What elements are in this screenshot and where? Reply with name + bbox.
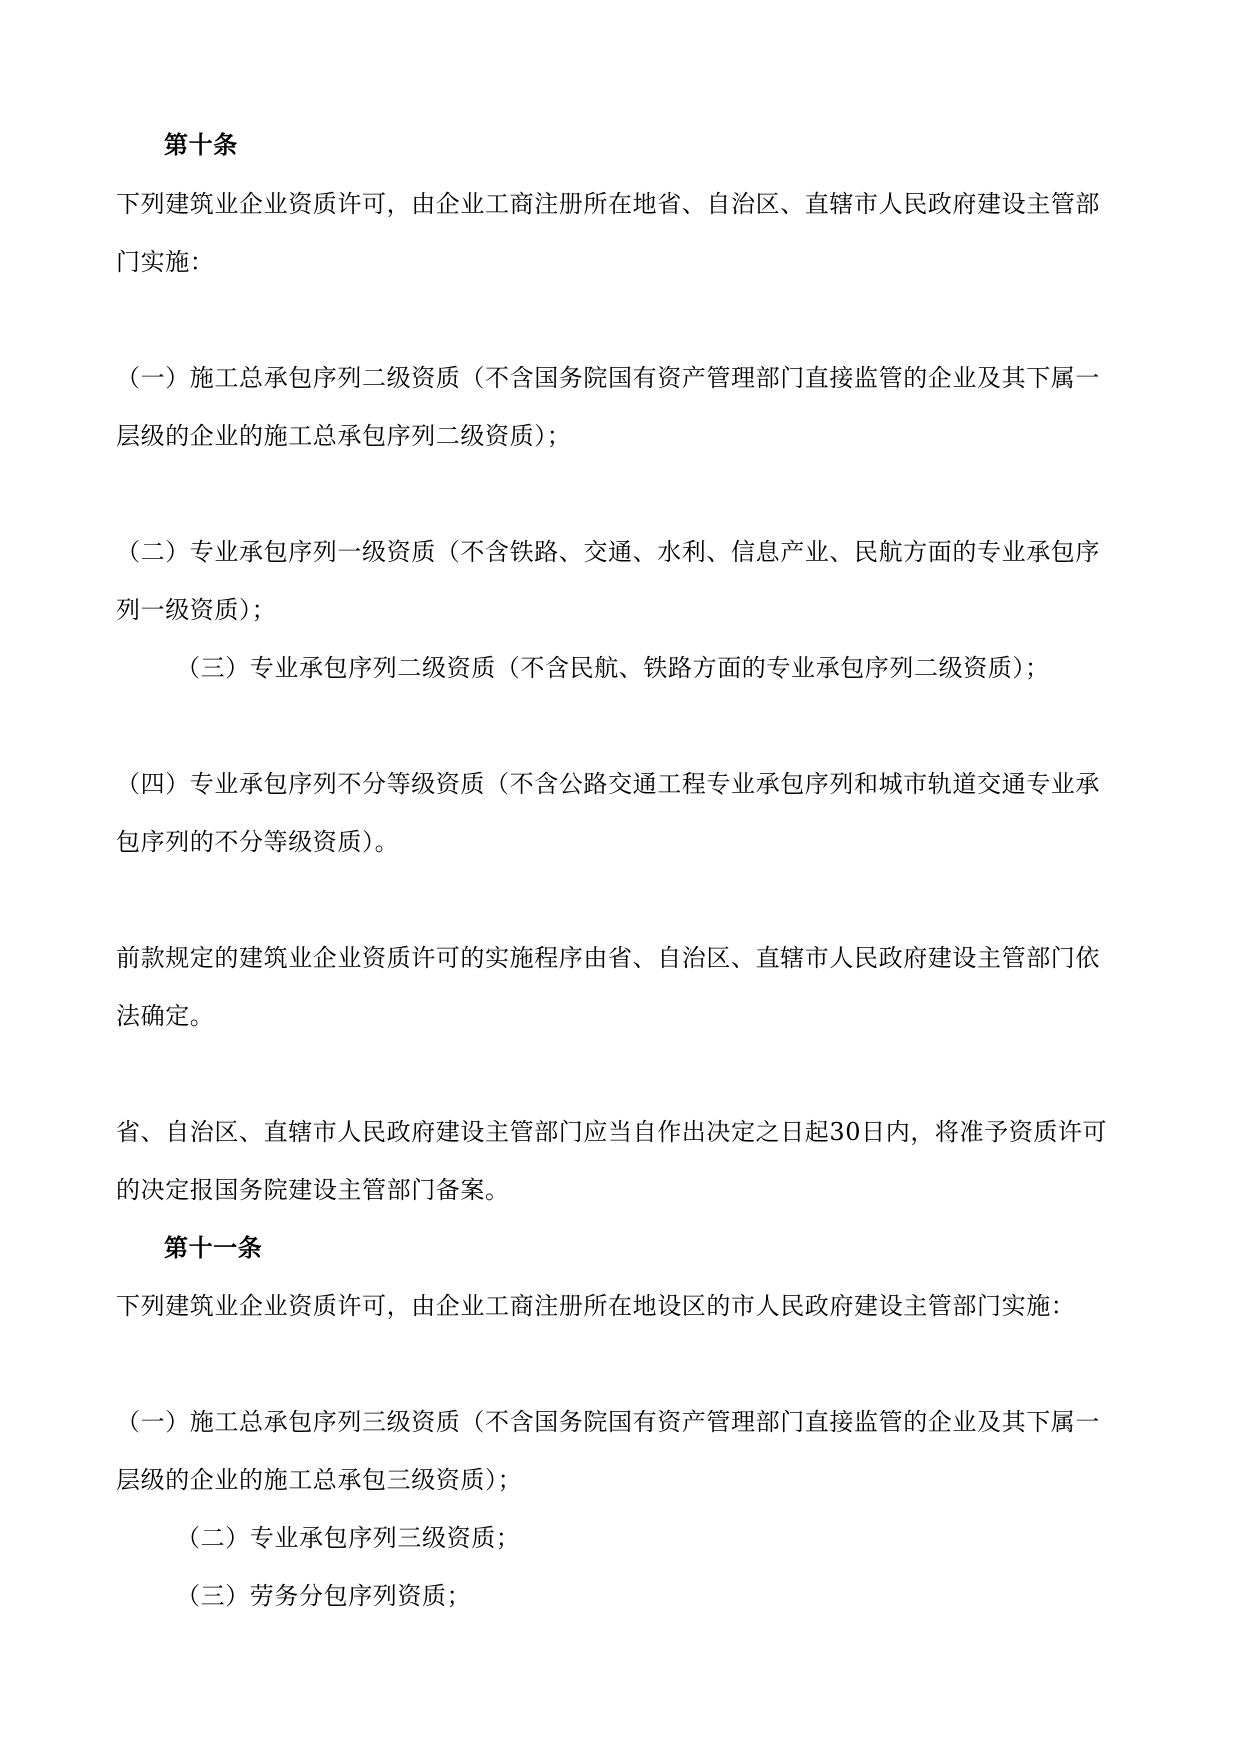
- article-11-item-1-line-2: 层级的企业的施工总承包三级资质）；: [116, 1466, 523, 1494]
- article-10-intro-line-1: 下列建筑业企业资质许可，由企业工商注册所在地省、自治区、直辖市人民政府建设主管部: [116, 190, 1100, 218]
- article-10-intro-line-2: 门实施：: [116, 248, 215, 276]
- article-10-para-2-line-1: 前款规定的建筑业企业资质许可的实施程序由省、自治区、直辖市人民政府建设主管部门依: [116, 944, 1100, 972]
- article-10-para-2-line-2: 法确定。: [116, 1002, 215, 1030]
- article-10-item-1-line-2: 层级的企业的施工总承包序列二级资质）；: [116, 422, 572, 450]
- article-10-item-4-line-2: 包序列的不分等级资质）。: [116, 828, 400, 856]
- article-11-item-2: （二）专业承包序列三级资质；: [176, 1524, 521, 1552]
- article-10-para-3-line-1: 省、自治区、直辖市人民政府建设主管部门应当自作出决定之日起30日内，将准予资质许可: [116, 1118, 1108, 1146]
- article-10-item-2-line-2: 列一级资质）；: [116, 596, 277, 624]
- article-10-item-3: （三）专业承包序列二级资质（不含民航、铁路方面的专业承包序列二级资质）；: [176, 654, 1050, 682]
- article-10-item-4-line-1: （四）专业承包序列不分等级资质（不含公路交通工程专业承包序列和城市轨道交通专业承: [116, 770, 1100, 798]
- article-10-item-2-line-1: （二）专业承包序列一级资质（不含铁路、交通、水利、信息产业、民航方面的专业承包序: [116, 538, 1100, 566]
- article-11-item-1-line-1: （一）施工总承包序列三级资质（不含国务院国有资产管理部门直接监管的企业及其下属一: [116, 1408, 1100, 1436]
- article-11-title: 第十一条: [164, 1233, 263, 1262]
- article-11-intro: 下列建筑业企业资质许可，由企业工商注册所在地设区的市人民政府建设主管部门实施：: [116, 1292, 1076, 1320]
- article-10-title: 第十条: [164, 130, 238, 159]
- article-11-item-3: （三）劳务分包序列资质；: [176, 1582, 472, 1610]
- article-10-para-3-line-2: 的决定报国务院建设主管部门备案。: [116, 1176, 510, 1204]
- article-10-item-1-line-1: （一）施工总承包序列二级资质（不含国务院国有资产管理部门直接监管的企业及其下属一: [116, 364, 1100, 392]
